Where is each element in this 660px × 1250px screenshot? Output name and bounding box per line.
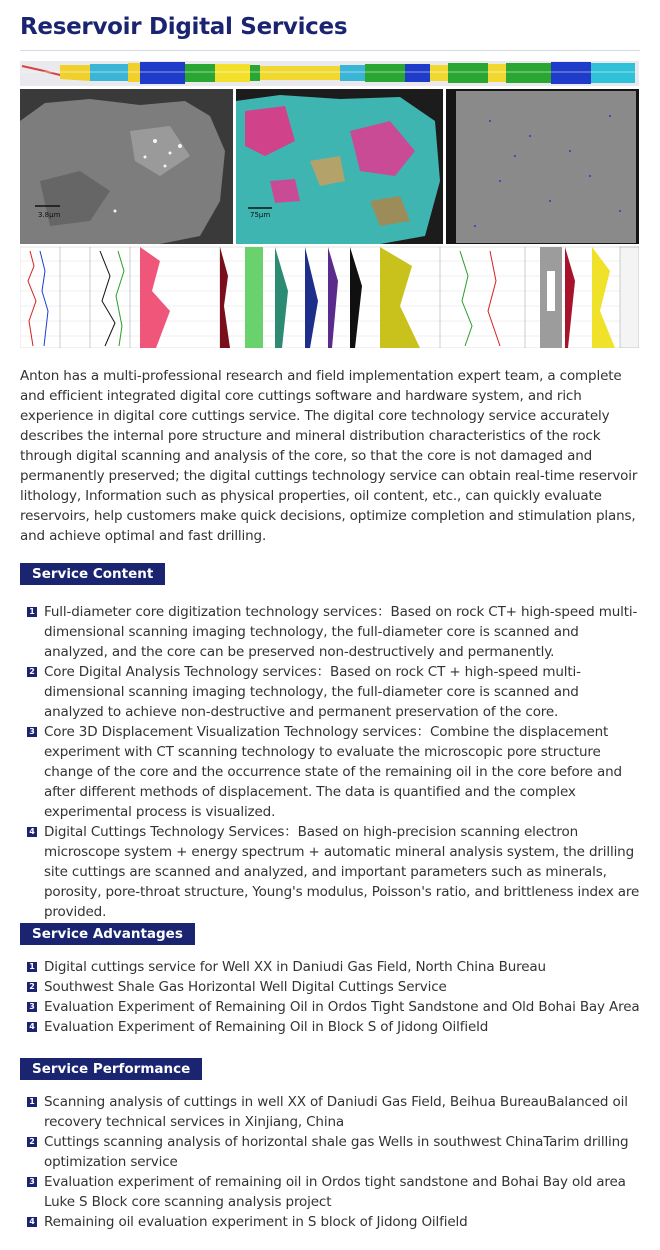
section-label-service-content: Service Content bbox=[20, 563, 165, 585]
number-badge: 1 bbox=[27, 962, 37, 972]
intro-paragraph: Anton has a multi-professional research and field implementation expert team, a complete and efficient integrated digital core cuttings software and hardware system, and rich experience in digital core cuttings service. The digital core technology service accurately describes the internal pore structure and mineral distribution characteristics of the rock through digital scanning and analysis of the core, so that the core is not damaged and permanently preserved; the digital cuttings technology service can obtain real-time reservoir lithology, Information such as physical properties, oil content, etc., can quickly evaluate reservoirs, help customers make quick decisions, optimize completion and stimulation plans, and achieve optimal and fast drilling. bbox=[20, 368, 638, 544]
list-item-text: Remaining oil evaluation experiment in S block of Jidong Oilfield bbox=[44, 1214, 468, 1230]
mineral-map-image bbox=[236, 89, 443, 244]
number-badge: 2 bbox=[27, 982, 37, 992]
list-item-text: Evaluation experiment of remaining oil in Ordos tight sandstone and Bohai Bay old area Luke S Block core scanning analysis project bbox=[44, 1174, 626, 1210]
scale-bar-label-left: 3.8µm bbox=[38, 211, 61, 219]
list-item bbox=[27, 662, 642, 722]
list-item bbox=[27, 1092, 642, 1132]
service-performance-list bbox=[27, 1092, 642, 1232]
list-item bbox=[27, 1132, 642, 1172]
scale-bar-label-mid: 75µm bbox=[250, 211, 271, 219]
number-badge: 1 bbox=[27, 1097, 37, 1107]
list-item bbox=[27, 602, 642, 662]
list-item bbox=[27, 997, 642, 1017]
list-item bbox=[27, 957, 642, 977]
list-item-text: Core 3D Displacement Visualization Technology services：Combine the displacement experiment with CT scanning technology to evaluate the microscopic pore structure change of the core and the occurrence state of the remaining oil in the core before and after different methods of displacement. The data is quantified and the complex experimental process is visualized. bbox=[44, 724, 622, 820]
number-badge: 4 bbox=[27, 1022, 37, 1032]
service-advantages-list bbox=[27, 957, 642, 1037]
number-badge: 2 bbox=[27, 667, 37, 677]
number-badge: 3 bbox=[27, 1002, 37, 1012]
list-item-text: Southwest Shale Gas Horizontal Well Digital Cuttings Service bbox=[44, 979, 447, 995]
list-item bbox=[27, 1172, 642, 1212]
list-item bbox=[27, 722, 642, 822]
list-item bbox=[27, 977, 642, 997]
list-item bbox=[27, 822, 642, 922]
number-badge: 3 bbox=[27, 727, 37, 737]
well-trajectory-panel bbox=[20, 61, 639, 86]
sem-grayscale-image bbox=[20, 89, 233, 244]
number-badge: 4 bbox=[27, 827, 37, 837]
list-item-text: Core Digital Analysis Technology services：Based on rock CT + high-speed multi-dimensional scanning imaging technology, the full-diameter core is scanned and analyzed to achieve non-destructive and permanent preservation of the core. bbox=[44, 664, 581, 720]
number-badge: 1 bbox=[27, 607, 37, 617]
page-title: Reservoir Digital Services bbox=[20, 14, 348, 40]
well-log-tracks bbox=[20, 247, 639, 348]
section-label-service-performance: Service Performance bbox=[20, 1058, 202, 1080]
list-item-text: Digital Cuttings Technology Services：Based on high-precision scanning electron microscope system + energy spectrum + automatic mineral analysis system, the drilling site cuttings are scanned and analyzed, and important parameters such as minerals, porosity, pore-throat structure, Young's modulus, Poisson's ratio, and brittleness index are provided. bbox=[44, 824, 640, 920]
list-item-text: Scanning analysis of cuttings in well XX of Daniudi Gas Field, Beihua BureauBalanced oil recovery technical services in Xinjiang, China bbox=[44, 1094, 628, 1130]
list-item-text: Full-diameter core digitization technology services：Based on rock CT+ high-speed multi-dimensional scanning imaging technology, the full-diameter core is scanned and analyzed, and the core can be preserved non-destructively and permanently. bbox=[44, 604, 638, 660]
section-label-service-advantages: Service Advantages bbox=[20, 923, 195, 945]
ct-slice-image bbox=[446, 89, 639, 244]
number-badge: 4 bbox=[27, 1217, 37, 1227]
number-badge: 2 bbox=[27, 1137, 37, 1147]
list-item bbox=[27, 1017, 642, 1037]
list-item-text: Digital cuttings service for Well XX in Daniudi Gas Field, North China Bureau bbox=[44, 959, 546, 975]
service-content-list bbox=[27, 602, 642, 922]
reservoir-composite-figure bbox=[20, 61, 639, 348]
list-item-text: Evaluation Experiment of Remaining Oil in Block S of Jidong Oilfield bbox=[44, 1019, 489, 1035]
title-divider bbox=[20, 50, 640, 51]
list-item-text: Cuttings scanning analysis of horizontal shale gas Wells in southwest ChinaTarim drilling optimization service bbox=[44, 1134, 629, 1170]
list-item bbox=[27, 1212, 642, 1232]
number-badge: 3 bbox=[27, 1177, 37, 1187]
list-item-text: Evaluation Experiment of Remaining Oil in Ordos Tight Sandstone and Old Bohai Bay Area bbox=[44, 999, 640, 1015]
